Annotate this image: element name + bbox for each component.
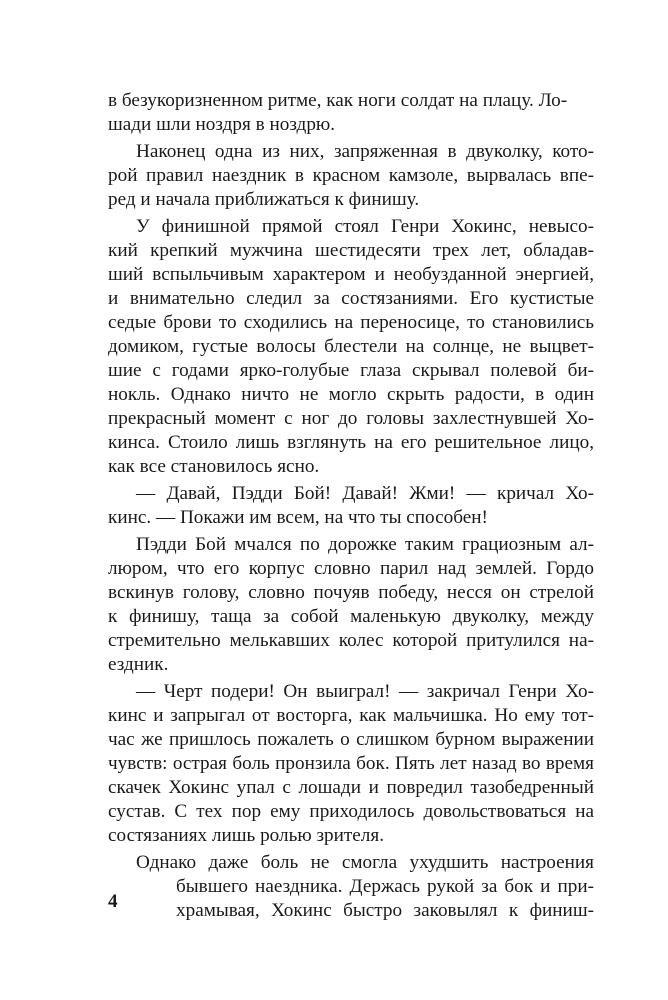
text-line: шади шли ноздря в ноздрю.: [108, 114, 336, 135]
text-line: рой правил наездник в красном камзоле, вырвалась впе-: [108, 165, 594, 186]
text-line: нокль. Однако ничто не могло скрыть радости, в один: [108, 384, 594, 405]
text-line: кий крепкий мужчина шестидесяти трех лет, обладав-: [108, 240, 594, 261]
text-line: час же пришлось пожалеть о слишком бурном выражении: [108, 729, 594, 750]
text-line: и внимательно следил за состязаниями. Его кустистые: [108, 288, 594, 309]
text-line: чувств: острая боль пронзила бок. Пять лет назад во время: [108, 753, 594, 774]
text-line: в безукоризненном ритме, как ноги солдат на плацу. Ло-: [108, 90, 568, 111]
text-line: состязаниях лишь ролью зрителя.: [108, 825, 385, 846]
text-line: храмывая, Хокинс быстро заковылял к финиш-: [176, 900, 594, 921]
text-line: ред и начала приближаться к финишу.: [108, 189, 420, 210]
text-line: вскинув голову, словно почуяв победу, несся он стрелой: [108, 582, 594, 603]
text-line: бывшего наездника. Держась рукой за бок и при-: [176, 876, 594, 897]
text-line: кинса. Стоило лишь взглянуть на его решительное лицо,: [108, 432, 594, 453]
text-line: кинс и запрыгал от восторга, как мальчишка. Но ему тот-: [108, 705, 594, 726]
text-line: к финишу, таща за собой маленькую двуколку, между: [108, 606, 594, 627]
text-line: ший вспыльчивым характером и необузданной энергией,: [108, 264, 594, 285]
text-line: кинс. — Покажи им всем, на что ты способен!: [108, 507, 488, 528]
text-line: Пэдди Бой мчался по дорожке таким грациозным ал-: [136, 534, 594, 555]
text-line: Однако даже боль не смогла ухудшить настроения: [136, 852, 594, 873]
text-line: сустав. С тех пор ему приходилось довольствоваться на: [108, 801, 594, 822]
text-line: Наконец одна из них, запряженная в двуколку, кото-: [136, 141, 594, 162]
text-line: — Давай, Пэдди Бой! Давай! Жми! — кричал Хо-: [136, 483, 594, 504]
text-line: — Черт подери! Он выиграл! — закричал Генри Хо-: [136, 681, 594, 702]
text-line: домиком, густые волосы блестели на солнце, не выцвет-: [108, 336, 594, 357]
text-line: шие с годами ярко-голубые глаза скрывал полевой би-: [108, 360, 594, 381]
text-line: люром, что его корпус словно парил над землей. Гордо: [108, 558, 594, 579]
text-line: стремительно мелькавших колес которой притулился на-: [108, 630, 594, 651]
text-line: седые брови то сходились на переносице, то становились: [108, 312, 594, 333]
text-line: как все становилось ясно.: [108, 456, 320, 477]
page-number: 4: [108, 891, 118, 912]
text-line: скачек Хокинс упал с лошади и повредил тазобедренный: [108, 777, 594, 798]
text-line: прекрасный момент с ног до головы захлестнувшей Хо-: [108, 408, 594, 429]
text-line: У финишной прямой стоял Генри Хокинс, невысо-: [136, 216, 594, 237]
text-line: ездник.: [108, 654, 169, 675]
